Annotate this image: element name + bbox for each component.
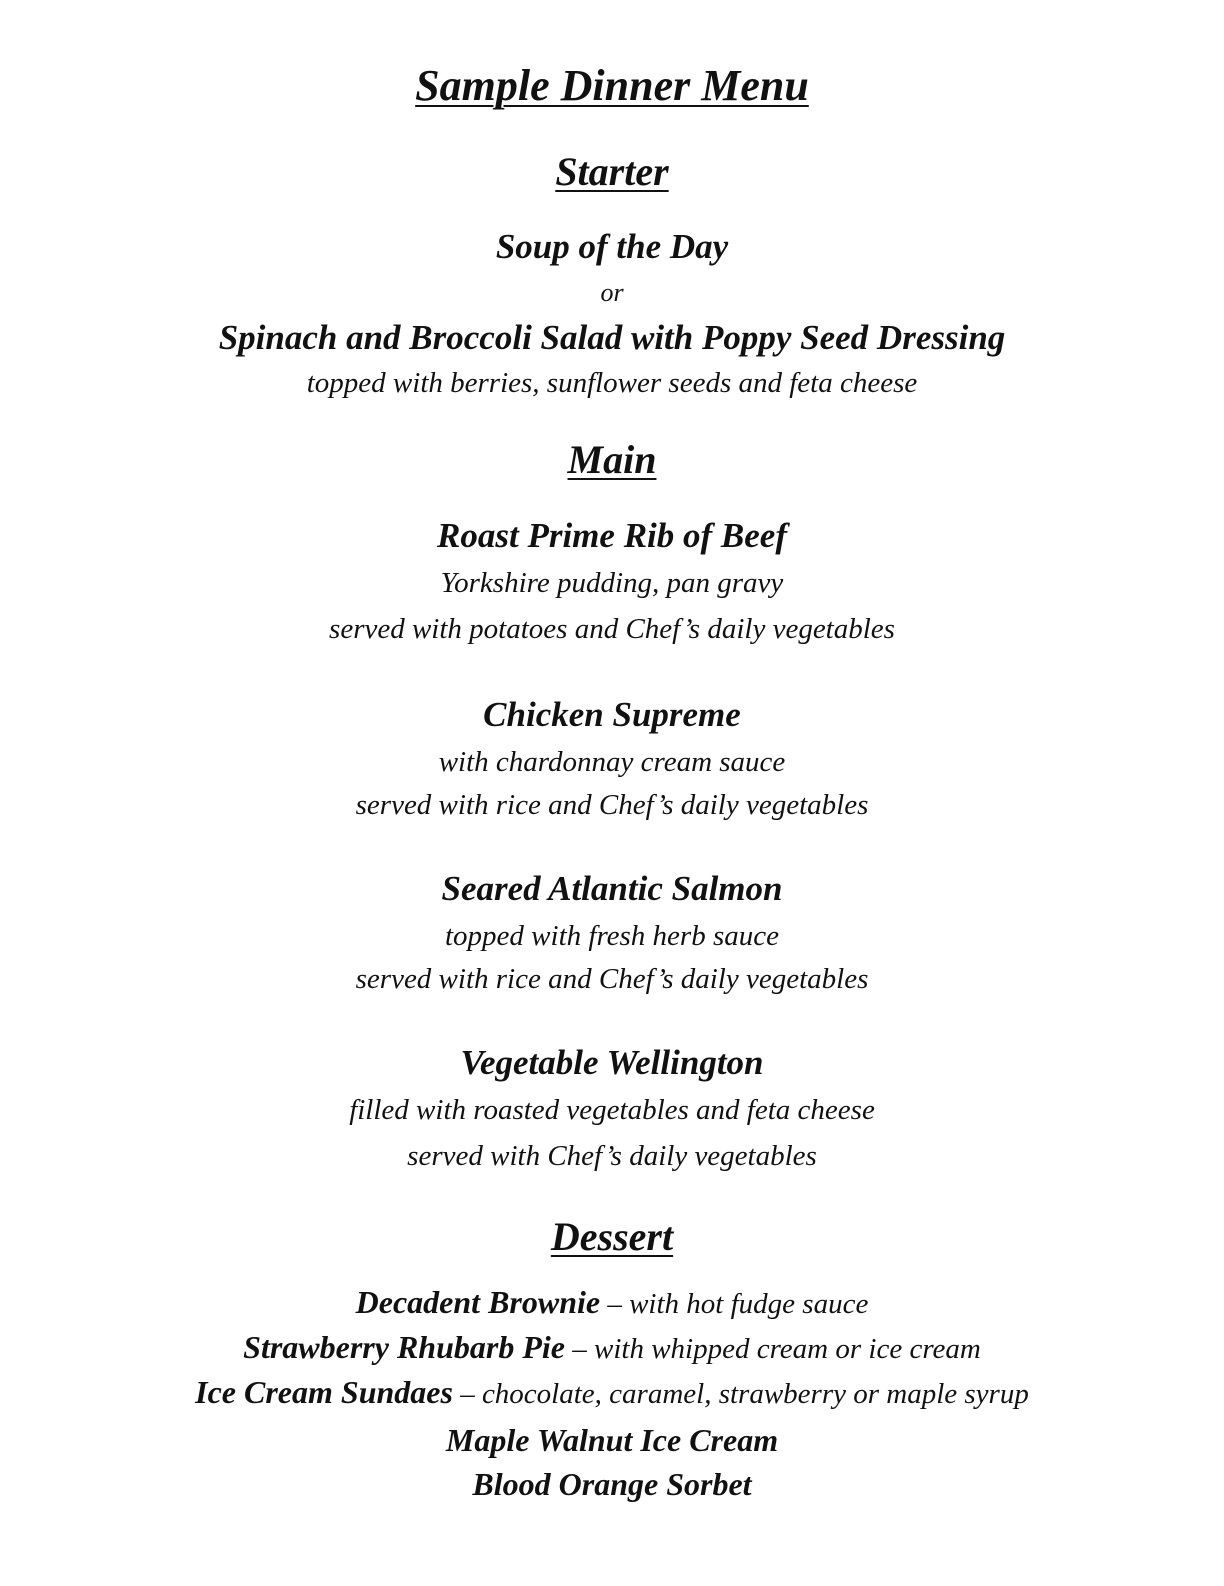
main-dish-name: Chicken Supreme bbox=[483, 695, 741, 734]
main-heading-text: Main bbox=[567, 437, 657, 482]
dessert-item-note: – chocolate, caramel, strawberry or maple syrup bbox=[452, 1378, 1029, 1410]
dessert-item-name: Strawberry Rhubarb Pie bbox=[243, 1329, 565, 1365]
main-dish-description: topped with fresh herb sauce bbox=[445, 920, 779, 952]
dessert-item-note: – with whipped cream or ice cream bbox=[564, 1333, 981, 1365]
main-dish-sides: served with rice and Chef’s daily vegetables bbox=[355, 963, 869, 995]
starter-or: or bbox=[600, 278, 624, 307]
main-dish-sides: served with potatoes and Chef’s daily vegetables bbox=[329, 613, 895, 645]
section-heading-main bbox=[0, 437, 1224, 482]
starter-dish-salad: Spinach and Broccoli Salad with Poppy Seed Dressing bbox=[218, 318, 1006, 357]
main-dish-description: with chardonnay cream sauce bbox=[438, 746, 786, 778]
dessert-item bbox=[0, 1286, 1224, 1319]
dessert-item-name: Decadent Brownie bbox=[355, 1284, 601, 1320]
dessert-item-name: Ice Cream Sundaes bbox=[195, 1374, 453, 1410]
starter-heading-text: Starter bbox=[555, 149, 669, 194]
dessert-item bbox=[0, 1468, 1224, 1500]
dessert-item-note: – with hot fudge sauce bbox=[600, 1288, 869, 1320]
menu-title bbox=[0, 61, 1224, 110]
starter-salad-description: topped with berries, sunflower seeds and feta cheese bbox=[306, 367, 918, 399]
dessert-heading-text: Dessert bbox=[550, 1214, 674, 1259]
main-dish-name: Vegetable Wellington bbox=[460, 1043, 764, 1082]
starter-dish-soup: Soup of the Day bbox=[495, 227, 729, 266]
dessert-item-name: Blood Orange Sorbet bbox=[472, 1466, 752, 1502]
main-dish-description: Yorkshire pudding, pan gravy bbox=[440, 567, 784, 599]
main-dish-sides: served with Chef’s daily vegetables bbox=[407, 1140, 817, 1172]
main-dish-description: filled with roasted vegetables and feta cheese bbox=[349, 1094, 875, 1126]
section-heading-dessert bbox=[0, 1214, 1224, 1259]
main-dish-name: Roast Prime Rib of Beef bbox=[437, 516, 787, 555]
main-dish-sides: served with rice and Chef’s daily vegetables bbox=[355, 789, 869, 821]
dessert-item bbox=[0, 1376, 1224, 1409]
dessert-item bbox=[0, 1424, 1224, 1456]
section-heading-starter bbox=[0, 149, 1224, 194]
dessert-item bbox=[0, 1331, 1224, 1364]
menu-title-text: Sample Dinner Menu bbox=[415, 61, 809, 110]
dessert-item-name: Maple Walnut Ice Cream bbox=[445, 1422, 779, 1458]
main-dish-name: Seared Atlantic Salmon bbox=[441, 869, 783, 908]
